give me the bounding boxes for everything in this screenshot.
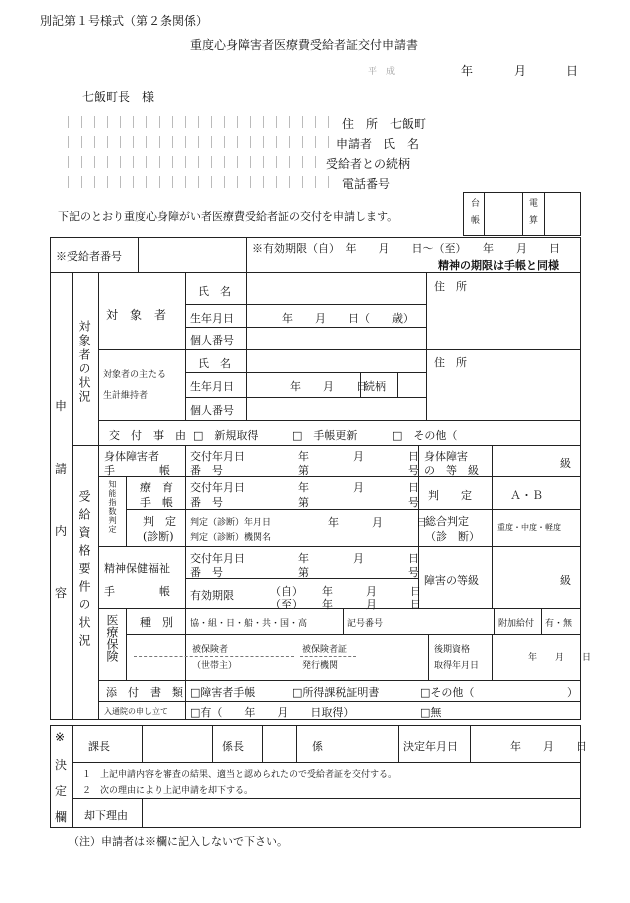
- rehab-label-1: 療 育: [140, 481, 173, 494]
- row-line: [98, 349, 581, 350]
- divider: [185, 634, 186, 680]
- row-line: [72, 798, 581, 799]
- divider: [185, 680, 186, 720]
- decision-date-value[interactable]: 年 月 日: [510, 740, 587, 753]
- diagnosis-label-1: 判 定: [143, 515, 176, 528]
- validity-note: 精神の期限は手帳と同様: [438, 259, 559, 272]
- acquired-label-2: 取得年月日: [434, 661, 480, 671]
- main-earner-label-2: 生計維持者: [103, 391, 149, 401]
- mental-label-2: 手 帳: [104, 585, 170, 598]
- diagnosis-org-label: 判定（診断）機関名: [190, 533, 272, 543]
- issuer-label-1: 被保険者証: [302, 645, 348, 655]
- physical-number-label: 番 号: [190, 464, 223, 477]
- chief-label: 課長: [88, 740, 110, 753]
- divider: [470, 725, 471, 762]
- subject-name-label: 氏 名: [198, 285, 231, 298]
- main-address-label: 住 所: [434, 356, 467, 369]
- admission-label: 入通院の申し立て: [104, 707, 168, 716]
- divider: [262, 725, 263, 762]
- recipient-number-label: ※受給者番号: [56, 250, 122, 263]
- divider: [492, 445, 493, 608]
- divider: [426, 272, 427, 420]
- date-day-label: 日: [566, 64, 579, 78]
- divider: [142, 798, 143, 828]
- acquired-date-value[interactable]: 年 月 日: [528, 653, 592, 663]
- divider: [544, 192, 545, 236]
- mental-label-1: 精神保健福祉: [104, 562, 170, 575]
- date-month-label: 月: [514, 64, 527, 78]
- overall-judgement-label-2: （診 断）: [425, 530, 480, 543]
- row-line: [72, 445, 98, 446]
- ledger-label: 台帳: [469, 198, 479, 232]
- mental-number-value[interactable]: 第 号: [298, 566, 419, 579]
- row-line: [185, 372, 426, 373]
- rehab-label-2: 手 帳: [140, 496, 173, 509]
- overall-judgement-value[interactable]: 重度・中度・軽度: [497, 523, 561, 532]
- acquired-label-1: 後期資格: [434, 645, 471, 655]
- date-year-label: 年: [461, 64, 474, 78]
- form-reference: 別記第１号様式（第２条関係）: [40, 14, 209, 28]
- mental-number-label: 番 号: [190, 566, 223, 579]
- divider: [126, 476, 127, 546]
- staff-label: 係: [312, 740, 323, 753]
- divider: [398, 725, 399, 762]
- row-line: [185, 397, 426, 398]
- mental-to-label: （至）: [270, 598, 303, 611]
- diagnosis-date-value[interactable]: 年 月 日: [328, 516, 427, 529]
- insured-label-1: 被保険者: [192, 645, 229, 655]
- guide-ticks: [56, 136, 332, 148]
- physical-date-value[interactable]: 年 月 日: [298, 450, 419, 463]
- address-value[interactable]: 七飯町: [390, 117, 427, 131]
- row-line: [98, 445, 581, 446]
- attachments-label: 添 付 書 類: [106, 686, 183, 699]
- divider: [98, 272, 99, 720]
- subject-address-label: 住 所: [434, 280, 467, 293]
- issue-reason-label: 交 付 事 由: [109, 429, 186, 442]
- divider: [185, 608, 186, 634]
- subject-id-label: 個人番号: [190, 334, 234, 347]
- diagnosis-label-2: (診断): [143, 530, 174, 543]
- insurance-kind-value[interactable]: 協・組・日・船・共・国・高: [190, 619, 308, 629]
- row-line: [98, 701, 581, 702]
- admission-yes-checkbox[interactable]: □有（ 年 月 日取得）: [190, 706, 355, 719]
- subject-birth-value[interactable]: 年 月 日（ 歳）: [282, 312, 414, 325]
- divider: [541, 608, 542, 634]
- intellect-side-label: 知能指数判定: [108, 480, 117, 534]
- mental-from-value[interactable]: 年 月 日: [322, 585, 421, 598]
- rehab-number-value[interactable]: 第 号: [298, 496, 419, 509]
- divider: [138, 237, 139, 272]
- physical-grade-label-1: 身体障害: [424, 450, 468, 463]
- divider: [492, 634, 493, 680]
- divider: [296, 725, 297, 762]
- divider: [522, 192, 523, 236]
- form-title: 重度心身障害者医療費受給者証交付申請書: [190, 38, 419, 52]
- relation-label: 続柄: [364, 380, 386, 393]
- attach-other-checkbox[interactable]: □その他（: [420, 686, 475, 699]
- rehab-number-label: 番 号: [190, 496, 223, 509]
- subject-status-label: 対象者の状況: [77, 320, 91, 404]
- decision-line-1: １ 上記申請内容を審査の結果、適当と認められたので受給者証を交付する。: [82, 770, 398, 780]
- addressee: 七飯町長 様: [82, 90, 155, 104]
- issue-other-checkbox[interactable]: □ その他（: [392, 429, 458, 442]
- issuer-label-2: 発行機関: [302, 661, 339, 671]
- insurance-side-label: 医療保険: [105, 614, 119, 662]
- issue-renew-checkbox[interactable]: □ 手帳更新: [292, 429, 358, 442]
- attach-tax-certificate-checkbox[interactable]: □所得課税証明書: [292, 686, 380, 699]
- row-line: [126, 634, 581, 635]
- physical-label-2: 手 帳: [104, 464, 170, 477]
- mental-validity-label: 有効期限: [190, 589, 234, 602]
- divider: [246, 237, 247, 272]
- attach-other-close: ）: [567, 686, 578, 699]
- divider: [185, 445, 186, 608]
- divider: [72, 725, 73, 828]
- sub-chief-label: 係長: [222, 740, 244, 753]
- main-name-label: 氏 名: [198, 357, 231, 370]
- mental-issue-date-label: 交付年月日: [190, 552, 245, 565]
- subject-label: 対 象 者: [106, 308, 167, 322]
- side-apply: 申: [55, 399, 68, 413]
- decision-side-2: 定: [55, 784, 68, 798]
- guide-ticks: [56, 156, 326, 168]
- decision-line-2: ２ 次の理由により上記申請を却下する。: [82, 786, 254, 796]
- dashed-line: [134, 656, 294, 657]
- main-earner-label-1: 対象者の主たる: [103, 370, 167, 380]
- guide-ticks: [56, 176, 332, 188]
- phone-label: 電話番号: [342, 177, 391, 191]
- divider: [72, 272, 73, 720]
- divider: [494, 608, 495, 634]
- divider: [126, 608, 127, 680]
- judgement-label: 判 定: [428, 489, 472, 502]
- divider: [484, 192, 485, 236]
- application-statement: 下記のとおり重度心身障がい者医療費受給者証の交付を申請します。: [58, 210, 399, 223]
- dashed-line: [300, 656, 356, 657]
- admission-no-checkbox[interactable]: □無: [420, 706, 442, 719]
- judgement-value[interactable]: Ａ・Ｂ: [510, 489, 543, 502]
- divider: [360, 372, 361, 397]
- overall-judgement-label-1: 総合判定: [425, 515, 469, 528]
- decision-date-label: 決定年月日: [403, 740, 458, 753]
- divider: [212, 725, 213, 762]
- row-line: [185, 304, 426, 305]
- validity-period: ※有効期限（自） 年 月 日～（至） 年 月 日: [252, 242, 560, 255]
- applicant-label: 申請者: [336, 137, 373, 151]
- row-line: [98, 420, 581, 421]
- divider: [343, 608, 344, 634]
- divider: [428, 634, 429, 680]
- insurance-kind-label: 種 別: [140, 616, 173, 629]
- additional-benefit-label: 附加給付: [498, 619, 535, 629]
- issue-new-checkbox[interactable]: □ 新規取得: [193, 429, 259, 442]
- decision-mark: ※: [55, 730, 66, 744]
- row-line: [72, 762, 581, 763]
- row-line: [98, 680, 581, 681]
- decision-side-3: 欄: [55, 810, 68, 824]
- main-id-label: 個人番号: [190, 404, 234, 417]
- mental-grade-label: 障害の等級: [424, 574, 479, 587]
- attach-handbook-checkbox[interactable]: □障害者手帳: [190, 686, 256, 699]
- physical-grade-label-2: の 等 級: [424, 464, 479, 477]
- decision-side-1: 決: [55, 758, 68, 772]
- main-birth-value[interactable]: 年 月 日: [290, 380, 367, 393]
- row-line: [98, 546, 581, 547]
- physical-label-1: 身体障害者: [104, 450, 159, 463]
- eligibility-label: 受給資格要件の状況: [77, 490, 91, 652]
- name-label: 氏 名: [383, 137, 420, 151]
- physical-issue-date-label: 交付年月日: [190, 450, 245, 463]
- mental-date-value[interactable]: 年 月 日: [298, 552, 419, 565]
- additional-benefit-value[interactable]: 有・無: [545, 619, 573, 629]
- diagnosis-date-label: 判定（診断）年月日: [190, 518, 272, 528]
- subject-birth-label: 生年月日: [190, 312, 234, 325]
- divider: [142, 725, 143, 762]
- rehab-date-value[interactable]: 年 月 日: [298, 481, 419, 494]
- side-inside: 内: [55, 524, 68, 538]
- footer-note: （注）申請者は※欄に記入しないで下さい。: [68, 835, 288, 848]
- main-birth-label: 生年月日: [190, 380, 234, 393]
- calc-label: 電算: [527, 198, 537, 232]
- side-content: 容: [55, 586, 68, 600]
- insured-label-2: （世帯主）: [192, 661, 238, 671]
- divider: [397, 372, 398, 397]
- date-era: 平 成: [368, 67, 396, 77]
- address-label: 住 所: [342, 117, 379, 131]
- physical-number-value[interactable]: 第 号: [298, 464, 419, 477]
- row-line: [98, 608, 581, 609]
- symbol-number-label: 記号番号: [347, 619, 384, 629]
- relation-label: 受給者との続柄: [326, 157, 411, 171]
- mental-from-label: （自）: [270, 585, 303, 598]
- physical-grade-unit: 級: [560, 457, 571, 470]
- mental-to-value[interactable]: 年 月 日: [322, 598, 421, 611]
- mental-grade-unit: 級: [560, 574, 571, 587]
- rejection-reason-label: 却下理由: [84, 809, 128, 822]
- guide-ticks: [56, 116, 332, 128]
- row-line: [185, 327, 426, 328]
- side-request: 請: [55, 462, 68, 476]
- rehab-issue-date-label: 交付年月日: [190, 481, 245, 494]
